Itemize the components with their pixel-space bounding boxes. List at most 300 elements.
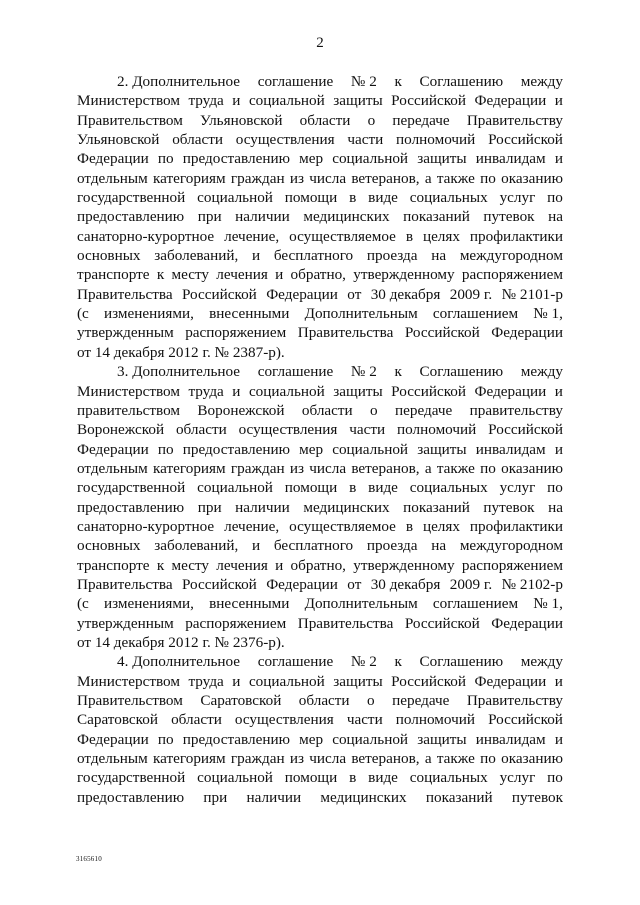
word: в (349, 479, 357, 497)
text-line (77, 459, 563, 478)
text-line (77, 227, 563, 246)
word: защиты (333, 382, 383, 400)
word: по (157, 440, 174, 458)
word: показаний (403, 208, 470, 226)
word: № 2101-р (501, 285, 563, 303)
word: области (299, 111, 351, 129)
text-line (77, 188, 563, 207)
word: и (554, 92, 563, 110)
word: области (175, 421, 227, 439)
word: изменениями, (104, 595, 194, 613)
word: ветеранов, (351, 169, 420, 187)
word: социальной (332, 730, 409, 748)
word: передаче (395, 401, 453, 419)
text-line (77, 343, 563, 362)
word: области (298, 692, 350, 709)
word: осуществляемое (289, 517, 396, 535)
word: осуществления (234, 711, 334, 729)
text-line (77, 672, 563, 691)
word: утвержденному (353, 556, 455, 574)
word: государственной (77, 189, 186, 207)
paragraph-item-3 (77, 362, 563, 652)
word: области (172, 131, 223, 149)
word: Дополнительным (304, 595, 418, 613)
word: междугородном (459, 247, 563, 265)
word: Федерации (77, 150, 149, 168)
word: к (394, 363, 402, 381)
word: ветеранов, (351, 750, 420, 768)
word: из (289, 750, 304, 768)
word: предоставлению (182, 150, 290, 168)
word: целях (422, 517, 460, 535)
word: и (232, 672, 241, 690)
word: из (289, 169, 304, 187)
text-line (77, 633, 563, 652)
word: месту (171, 266, 209, 284)
word: Российской (391, 382, 467, 400)
word: Правительства (297, 614, 394, 632)
text-line (77, 710, 563, 729)
word: к (156, 556, 165, 574)
word: социальной (197, 479, 273, 497)
word: в (349, 189, 357, 207)
word: осуществления (235, 131, 335, 149)
word: показаний (425, 788, 493, 806)
word: и (554, 730, 563, 748)
word: транспорте (77, 266, 150, 284)
word: от (347, 575, 362, 593)
word: государственной (77, 479, 186, 497)
word: по (480, 169, 496, 187)
word: по (157, 150, 174, 168)
word: № 2 (350, 653, 377, 671)
word: Правительством (77, 111, 183, 129)
word: граждан (230, 750, 285, 768)
word: Воронежской (197, 401, 285, 419)
word: наличии (246, 788, 302, 806)
word: Соглашению (419, 363, 504, 381)
word: части (347, 131, 384, 149)
word: числа (309, 169, 347, 187)
word: Федерации (77, 730, 149, 748)
word: (с (77, 595, 89, 613)
word: целях (422, 227, 460, 245)
word: основных (77, 537, 141, 555)
word: № 1, (533, 595, 563, 613)
word: Российской (488, 711, 563, 729)
word: защиты (417, 730, 467, 748)
word: Федерации (491, 324, 563, 342)
word: услуг (499, 769, 536, 787)
word: социальной (197, 769, 273, 787)
word: категориям (153, 459, 226, 477)
word: № 2102-р (501, 575, 563, 593)
word: (с (77, 305, 89, 323)
word: Воронежской (77, 421, 165, 439)
word: части (349, 421, 386, 439)
word: мер (299, 730, 324, 748)
word: ветеранов, (351, 459, 420, 477)
word: Министерством (77, 672, 180, 690)
word: № 2 (350, 363, 377, 381)
word: также (436, 750, 475, 768)
word: к (156, 266, 165, 284)
word: от 14 декабря 2012 г. № 2376-р). (77, 633, 285, 651)
word: и (252, 537, 261, 555)
word: лечения (216, 556, 268, 574)
word: в (349, 769, 357, 787)
word: оказанию (501, 750, 563, 768)
word: Министерством (77, 92, 180, 110)
word: передаче (392, 692, 450, 709)
word: санаторно-курортное (77, 517, 215, 535)
word: Правительства (297, 324, 394, 342)
word: утвержденным (77, 324, 174, 342)
word: числа (309, 459, 347, 477)
word: соглашением (432, 305, 519, 323)
text-line (77, 130, 563, 149)
word: основных (77, 247, 141, 265)
word: также (436, 169, 475, 187)
word: 2009 г. (449, 575, 493, 593)
word: бесплатного (273, 537, 354, 555)
word: Российской (391, 672, 467, 690)
word: Саратовской (77, 711, 158, 729)
text-line (77, 788, 563, 807)
word: Соглашению (419, 73, 504, 90)
paragraph-item-4 (77, 652, 563, 807)
text-line (77, 246, 563, 265)
text-line (77, 382, 563, 401)
text-line (77, 420, 563, 439)
text-line (77, 556, 563, 575)
word: также (436, 459, 475, 477)
word: отдельным (77, 750, 148, 768)
word: внесенными (209, 305, 290, 323)
word: в (405, 517, 413, 535)
word: числа (309, 750, 347, 768)
word: Правительства (77, 285, 173, 303)
word: медицинских (303, 208, 390, 226)
word: части (346, 711, 383, 729)
word: соглашение (257, 653, 334, 671)
text-line (77, 207, 563, 226)
word: Российской (404, 614, 480, 632)
word: распоряжением (185, 614, 287, 632)
paragraph-item-2 (77, 72, 563, 362)
word: утвержденным (77, 614, 174, 632)
word: внесенными (209, 595, 290, 613)
word: проезда (366, 537, 418, 555)
text-line (77, 652, 563, 671)
word: по (480, 459, 496, 477)
word: соглашение (257, 363, 334, 381)
word: от (347, 285, 362, 303)
word: Правительству (466, 111, 563, 129)
word: Российской (488, 131, 563, 149)
word: инвалидам (475, 730, 546, 748)
document-body (77, 72, 563, 807)
word: заболеваний, (154, 247, 239, 265)
word: Российской (181, 575, 257, 593)
text-line (77, 149, 563, 168)
text-line (77, 169, 563, 188)
word: о (367, 692, 375, 709)
word: полномочий (396, 131, 476, 149)
word: граждан (230, 459, 285, 477)
word: Российской (181, 285, 257, 303)
word: и (554, 150, 563, 168)
text-line (77, 691, 563, 710)
word: виде (368, 189, 398, 207)
word: 3. Дополнительное (117, 363, 241, 381)
word: распоряжением (461, 266, 563, 284)
word: защиты (333, 92, 383, 110)
word: виде (368, 479, 398, 497)
word: на (548, 498, 563, 516)
word: защиты (333, 672, 383, 690)
word: предоставлению (77, 498, 185, 516)
word: лечение, (224, 517, 280, 535)
word: распоряжением (185, 324, 287, 342)
text-line (77, 517, 563, 536)
word: Федерации (266, 285, 338, 303)
word: путевок (483, 498, 535, 516)
word: труда (188, 672, 224, 690)
word: труда (188, 382, 224, 400)
text-line (77, 304, 563, 323)
text-line (77, 768, 563, 787)
word: Федерации (491, 614, 563, 632)
word: междугородном (459, 537, 563, 555)
word: социальной (332, 150, 409, 168)
word: на (431, 247, 447, 265)
word: социальной (248, 672, 325, 690)
word: на (548, 208, 563, 226)
text-line (77, 730, 563, 749)
word: 30 декабря (370, 285, 441, 303)
word: о (367, 111, 376, 129)
word: профилактики (469, 517, 563, 535)
word: утвержденному (353, 266, 455, 284)
word: предоставлению (77, 208, 185, 226)
word: Федерации (474, 92, 547, 110)
word: Федерации (474, 672, 547, 690)
word: изменениями, (104, 305, 194, 323)
word: отдельным (77, 169, 148, 187)
word: соглашение (257, 73, 334, 90)
word: защиты (417, 150, 467, 168)
word: оказанию (501, 459, 563, 477)
word: предоставлению (182, 440, 290, 458)
word: а (424, 169, 432, 187)
word: мер (299, 440, 324, 458)
word: правительством (77, 401, 181, 419)
word: месту (171, 556, 209, 574)
text-line (77, 575, 563, 594)
word: инвалидам (475, 440, 546, 458)
word: социальных (409, 769, 488, 787)
word: социальной (248, 92, 325, 110)
word: социальной (332, 440, 409, 458)
word: и (232, 382, 241, 400)
word: от 14 декабря 2012 г. № 2387-р). (77, 343, 285, 361)
word: отдельным (77, 459, 148, 477)
word: оказанию (501, 169, 563, 187)
word: и (275, 266, 284, 284)
word: труда (188, 92, 224, 110)
word: Ульяновской (200, 111, 283, 129)
text-line (77, 265, 563, 284)
word: между (520, 653, 563, 671)
word: предоставлению (182, 730, 290, 748)
word: по (547, 189, 563, 207)
word: помощи (284, 189, 338, 207)
word: 2. Дополнительное (117, 73, 241, 90)
text-line (77, 111, 563, 130)
word: транспорте (77, 556, 150, 574)
word: социальных (409, 479, 488, 497)
word: и (275, 556, 284, 574)
word: и (554, 382, 563, 400)
word: категориям (153, 750, 226, 768)
word: Федерации (474, 382, 547, 400)
word: санаторно-курортное (77, 227, 215, 245)
word: о (370, 401, 378, 419)
word: Правительства (77, 575, 173, 593)
word: Ульяновской (77, 131, 160, 149)
text-line (77, 536, 563, 555)
word: виде (368, 769, 398, 787)
word: медицинских (303, 498, 390, 516)
word: лечения (216, 266, 268, 284)
word: из (289, 459, 304, 477)
word: и (554, 672, 563, 690)
word: Правительству (466, 692, 563, 709)
text-line (77, 478, 563, 497)
word: профилактики (469, 227, 563, 245)
text-line (77, 323, 563, 342)
word: лечение, (224, 227, 280, 245)
word: социальной (248, 382, 325, 400)
word: Дополнительным (304, 305, 418, 323)
word: соглашением (432, 595, 519, 613)
word: наличии (235, 208, 290, 226)
word: социальной (197, 189, 273, 207)
word: Российской (404, 324, 480, 342)
word: инвалидам (475, 150, 546, 168)
document-id: 3165610 (76, 855, 102, 863)
word: полномочий (397, 421, 477, 439)
text-line (77, 91, 563, 110)
word: передаче (392, 111, 450, 129)
text-line (77, 440, 563, 459)
page-number: 2 (316, 35, 324, 51)
word: между (520, 73, 563, 90)
word: при (197, 498, 222, 516)
word: помощи (284, 479, 338, 497)
word: между (520, 363, 563, 381)
word: по (547, 479, 563, 497)
word: в (405, 227, 413, 245)
word: мер (299, 150, 324, 168)
word: путевок (511, 788, 563, 806)
word: на (431, 537, 447, 555)
word: и (252, 247, 261, 265)
word: правительству (469, 401, 563, 419)
word: защиты (417, 440, 467, 458)
word: распоряжением (461, 556, 563, 574)
word: Федерации (266, 575, 338, 593)
word: Российской (488, 421, 563, 439)
text-line (77, 614, 563, 633)
word: и (554, 440, 563, 458)
word: Саратовской (200, 692, 282, 709)
word: 2009 г. (449, 285, 493, 303)
word: заболеваний, (154, 537, 239, 555)
word: бесплатного (273, 247, 354, 265)
word: обратно, (290, 556, 346, 574)
word: области (301, 401, 353, 419)
word: обратно, (290, 266, 346, 284)
word: области (171, 711, 222, 729)
word: помощи (284, 769, 338, 787)
text-line (77, 594, 563, 613)
word: полномочий (395, 711, 476, 729)
word: государственной (77, 769, 186, 787)
word: осуществления (238, 421, 338, 439)
text-line (77, 498, 563, 517)
text-line (77, 285, 563, 304)
word: по (547, 769, 563, 787)
text-line (77, 72, 563, 91)
word: 30 декабря (370, 575, 441, 593)
word: осуществляемое (289, 227, 396, 245)
word: Соглашению (419, 653, 504, 671)
word: проезда (366, 247, 418, 265)
word: а (424, 459, 432, 477)
word: путевок (483, 208, 535, 226)
word: к (394, 73, 402, 90)
word: к (394, 653, 402, 671)
word: по (157, 730, 174, 748)
word: категориям (153, 169, 226, 187)
word: наличии (235, 498, 290, 516)
word: по (480, 750, 496, 768)
word: медицинских (320, 788, 407, 806)
word: при (197, 208, 222, 226)
word: услуг (499, 479, 536, 497)
text-line (77, 401, 563, 420)
word: Министерством (77, 382, 180, 400)
word: показаний (403, 498, 470, 516)
word: № 2 (350, 73, 377, 90)
word: при (203, 788, 228, 806)
word: Федерации (77, 440, 149, 458)
word: Правительством (77, 692, 183, 709)
word: а (424, 750, 432, 768)
word: Российской (391, 92, 467, 110)
text-line (77, 749, 563, 768)
text-line (77, 362, 563, 381)
word: № 1, (533, 305, 563, 323)
word: предоставлению (77, 788, 185, 806)
word: 4. Дополнительное (117, 653, 241, 671)
word: социальных (409, 189, 488, 207)
word: и (232, 92, 241, 110)
word: граждан (230, 169, 285, 187)
word: услуг (499, 189, 536, 207)
